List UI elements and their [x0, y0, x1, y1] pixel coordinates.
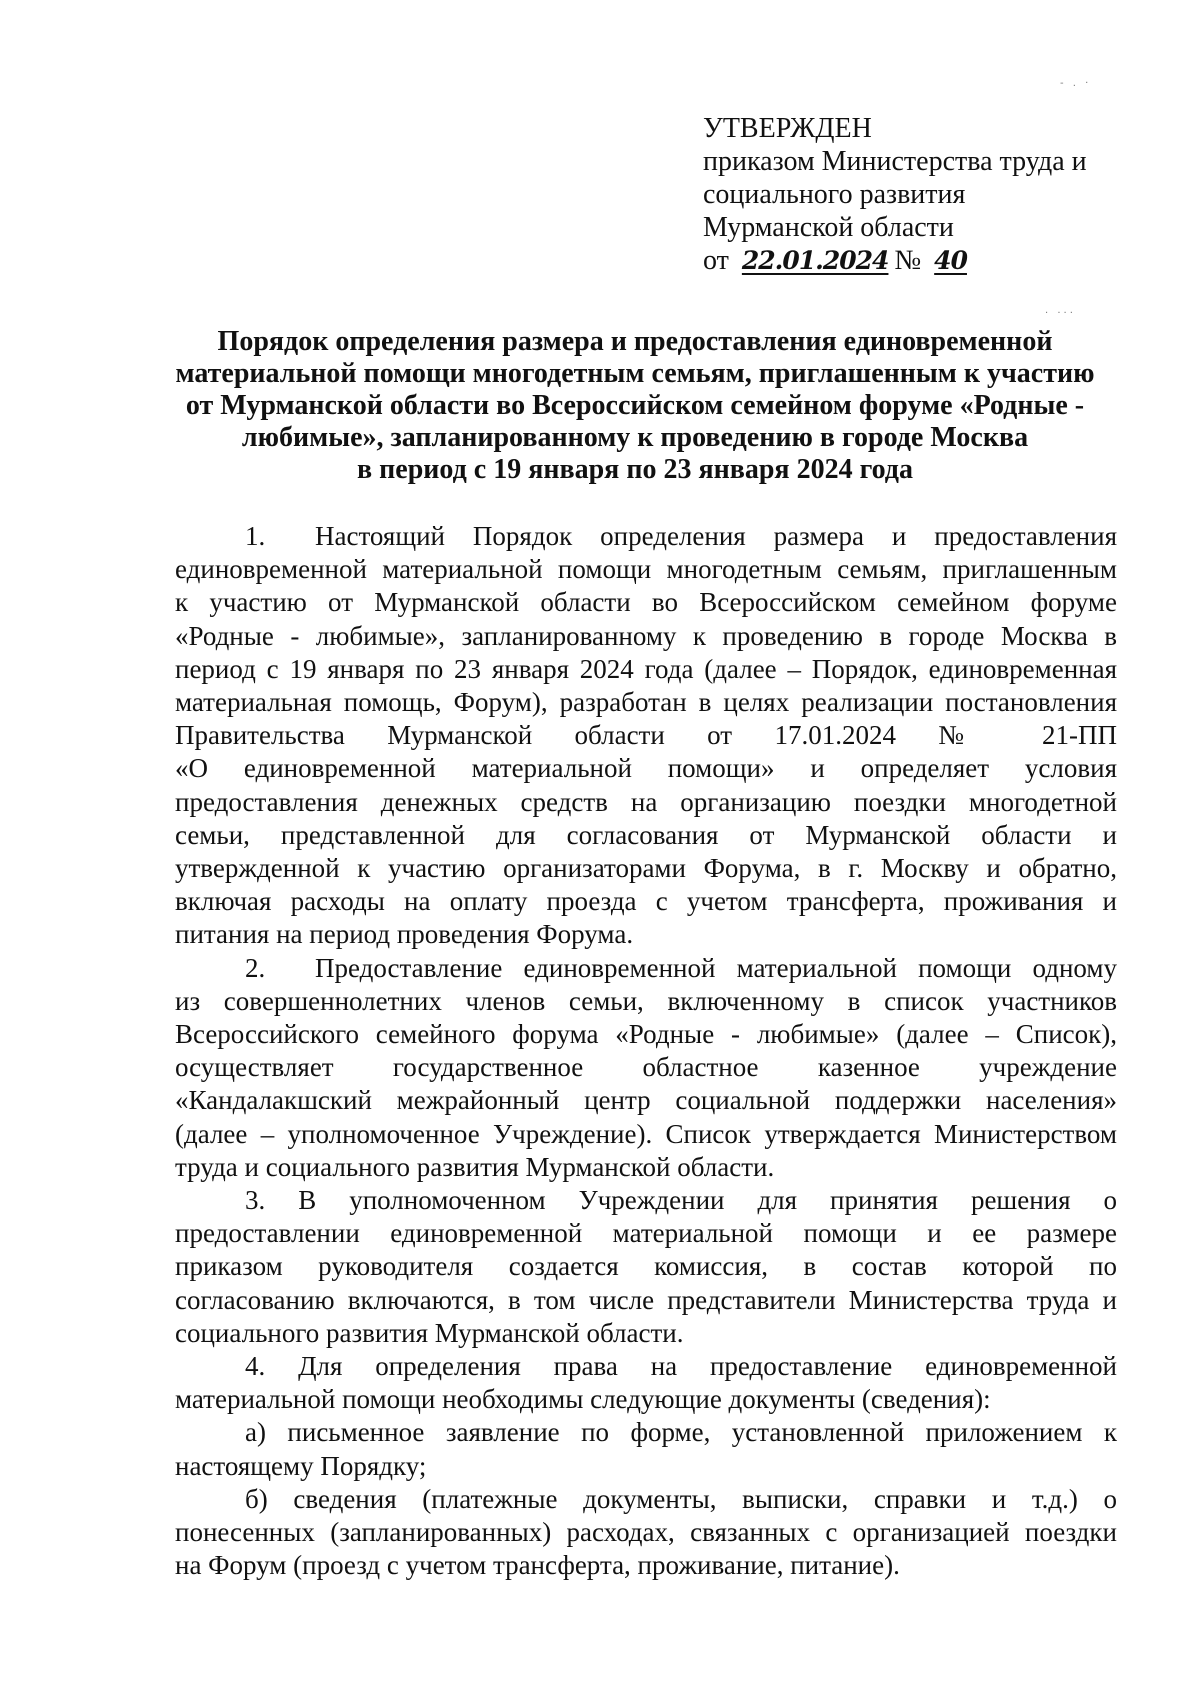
paragraph-number: 1. [245, 521, 266, 551]
approval-stamp-block [703, 112, 1143, 277]
approval-line: социального развития [703, 179, 966, 210]
approval-line: приказом Министерства труда и [703, 146, 1087, 177]
paragraph-line: семьи, представленной для согласования от Мурманской области и [175, 819, 1117, 850]
title-line: материальной помощи многодетным семьям, приглашенным к участию [175, 358, 1095, 389]
paragraph-line: Всероссийского семейного форума «Родные - любимые» (далее – Список), [175, 1019, 1117, 1050]
paragraph-line: приказом руководителя создается комиссия, в состав которой по [175, 1251, 1117, 1282]
handwritten-number: 40 [934, 246, 967, 275]
paragraph-line: понесенных (запланированных) расходах, связанных с организацией поездки [175, 1517, 1117, 1548]
paragraph-line: 4. Для определения права на предоставление единовременной [245, 1351, 1117, 1382]
title-line: любимые», запланированному к проведению в городе Москва [241, 422, 1029, 453]
scan-artifact: . ... [1045, 305, 1076, 316]
paragraph-line: «О единовременной материальной помощи» и определяет условия [175, 753, 1117, 784]
document-body [175, 520, 1117, 1583]
subparagraph-b [175, 1483, 1117, 1583]
paragraph-line: настоящему Порядку; [175, 1450, 427, 1481]
paragraph-line: (далее – уполномоченное Учреждение). Список утверждается Министерством [175, 1118, 1117, 1149]
paragraph-1 [175, 520, 1117, 952]
paragraph-line: «Кандалакшский межрайонный центр социальной поддержки населения» [175, 1085, 1117, 1116]
paragraph-line: период с 19 января по 23 января 2024 года (далее – Порядок, единовременная [175, 653, 1117, 684]
paragraph-3 [175, 1184, 1117, 1350]
paragraph-line: материальная помощь, Форум), разработан в целях реализации постановления [175, 687, 1117, 718]
paragraph-line: осуществляет государственное областное казенное учреждение [175, 1052, 1117, 1083]
paragraph-line: утвержденной к участию организаторами Форума, в г. Москву и обратно, [175, 853, 1117, 884]
paragraph-number: 2. [245, 952, 266, 983]
approval-heading: УТВЕРЖДЕН [703, 113, 872, 144]
paragraph-line: к участию от Мурманской области во Всероссийском семейном форуме [175, 587, 1117, 618]
paragraph-line: а) письменное заявление по форме, установленной приложением к [245, 1417, 1117, 1448]
paragraph-line: «Родные - любимые», запланированному к проведению в городе Москва в [175, 620, 1117, 651]
paragraph-line: 1. Настоящий Порядок определения размера и предоставления [175, 520, 1117, 553]
scan-artifact: - . · [1060, 78, 1092, 89]
paragraph-line: питания на период проведения Форума. [175, 919, 634, 950]
paragraph-4 [175, 1350, 1117, 1416]
paragraph-line: б) сведения (платежные документы, выписки, справки и т.д.) о [245, 1483, 1117, 1514]
paragraph-line: труда и социального развития Мурманской области. [175, 1151, 775, 1182]
title-line: в период с 19 января по 23 января 2024 года [357, 454, 913, 485]
paragraph-line: Правительства Мурманской области от 17.01.2024 № 21-ПП [175, 720, 1117, 751]
document-title [170, 326, 1100, 486]
title-line: от Мурманской области во Всероссийском семейном форуме «Родные - [185, 390, 1085, 421]
title-line: Порядок определения размера и предоставления единовременной [217, 326, 1053, 357]
paragraph-line: 3. В уполномоченном Учреждении для принятия решения о [245, 1185, 1117, 1216]
number-sign: № [894, 245, 922, 276]
paragraph-2 [175, 952, 1117, 1184]
paragraph-line: на Форум (проезд с учетом трансферта, проживание, питание). [175, 1550, 900, 1581]
subparagraph-a [175, 1416, 1117, 1482]
approval-date-line [703, 244, 1143, 277]
paragraph-line: единовременной материальной помощи многодетным семьям, приглашенным [175, 554, 1117, 585]
paragraph-line: социального развития Мурманской области. [175, 1317, 684, 1348]
paragraph-line: согласованию включаются, в том числе представители Министерства труда и [175, 1284, 1117, 1315]
paragraph-line: предоставления денежных средств на организацию поездки многодетной [175, 786, 1117, 817]
paragraph-line: 2. Предоставление единовременной материальной помощи одному [175, 952, 1117, 985]
date-prefix: от [703, 245, 729, 276]
paragraph-line: предоставлении единовременной материальной помощи и ее размере [175, 1218, 1117, 1249]
paragraph-line: из совершеннолетних членов семьи, включенному в список участников [175, 985, 1117, 1016]
approval-line: Мурманской области [703, 212, 954, 243]
handwritten-date: 22.01.2024 [741, 246, 889, 275]
paragraph-line: материальной помощи необходимы следующие документы (сведения): [175, 1384, 991, 1415]
paragraph-line: включая расходы на оплату проезда с учетом трансферта, проживания и [175, 886, 1117, 917]
